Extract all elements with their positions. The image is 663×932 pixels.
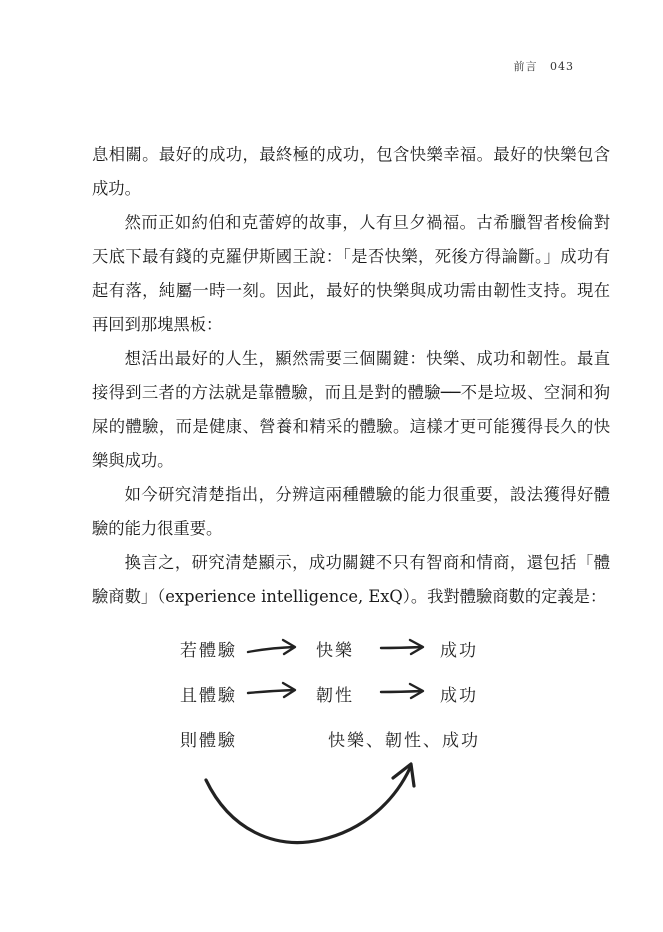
row1-end-label: 成功 xyxy=(440,641,478,661)
paragraph-3: 想活出最好的人生，顯然需要三個關鍵：快樂、成功和韌性。最直接得到三者的方法就是靠體驗，而且是對的體驗──不是垃圾、空洞和狗屎的體驗，而是健康、營養和精采的體驗。這樣才更可能獲得長久的快樂與成功。 xyxy=(92,349,610,470)
arrow-row2-b-icon xyxy=(381,684,423,698)
row3-end-label: 快樂、韌性、成功 xyxy=(328,731,480,751)
row1-start-label: 若體驗 xyxy=(180,641,237,661)
row2-end-label: 成功 xyxy=(440,686,478,706)
running-header xyxy=(506,58,575,74)
paragraph-2: 然而正如約伯和克蕾婷的故事，人有旦夕禍福。古希臘智者梭倫對天底下最有錢的克羅伊斯國王說：「是否快樂，死後方得論斷。」成功有起有落，純屬一時一刻。因此，最好的快樂與成功需由韌性支持。現在再回到那塊黑板： xyxy=(92,213,610,334)
header-section-title: 前言 xyxy=(513,60,538,73)
paragraph-4: 如今研究清楚指出，分辨這兩種體驗的能力很重要，設法獲得好體驗的能力很重要。 xyxy=(92,485,610,538)
arrow-row2-a-icon xyxy=(248,683,295,697)
row2-start-label: 且體驗 xyxy=(180,686,237,706)
arrow-row1-a-icon xyxy=(248,640,295,654)
curved-arrow-icon xyxy=(206,764,414,843)
page-number: 043 xyxy=(550,60,574,73)
paragraph-5: 換言之，研究清楚顯示，成功關鍵不只有智商和情商，還包括「體驗商數」（experience intelligence, ExQ）。我對體驗商數的定義是： xyxy=(92,553,610,606)
paragraph-1: 息相關。最好的成功，最終極的成功，包含快樂幸福。最好的快樂包含成功。 xyxy=(92,145,610,198)
row3-start-label: 則體驗 xyxy=(180,731,237,751)
row2-middle-label: 韌性 xyxy=(316,686,354,706)
body-text xyxy=(92,138,610,614)
arrow-row1-b-icon xyxy=(381,640,423,654)
row1-middle-label: 快樂 xyxy=(316,641,354,661)
